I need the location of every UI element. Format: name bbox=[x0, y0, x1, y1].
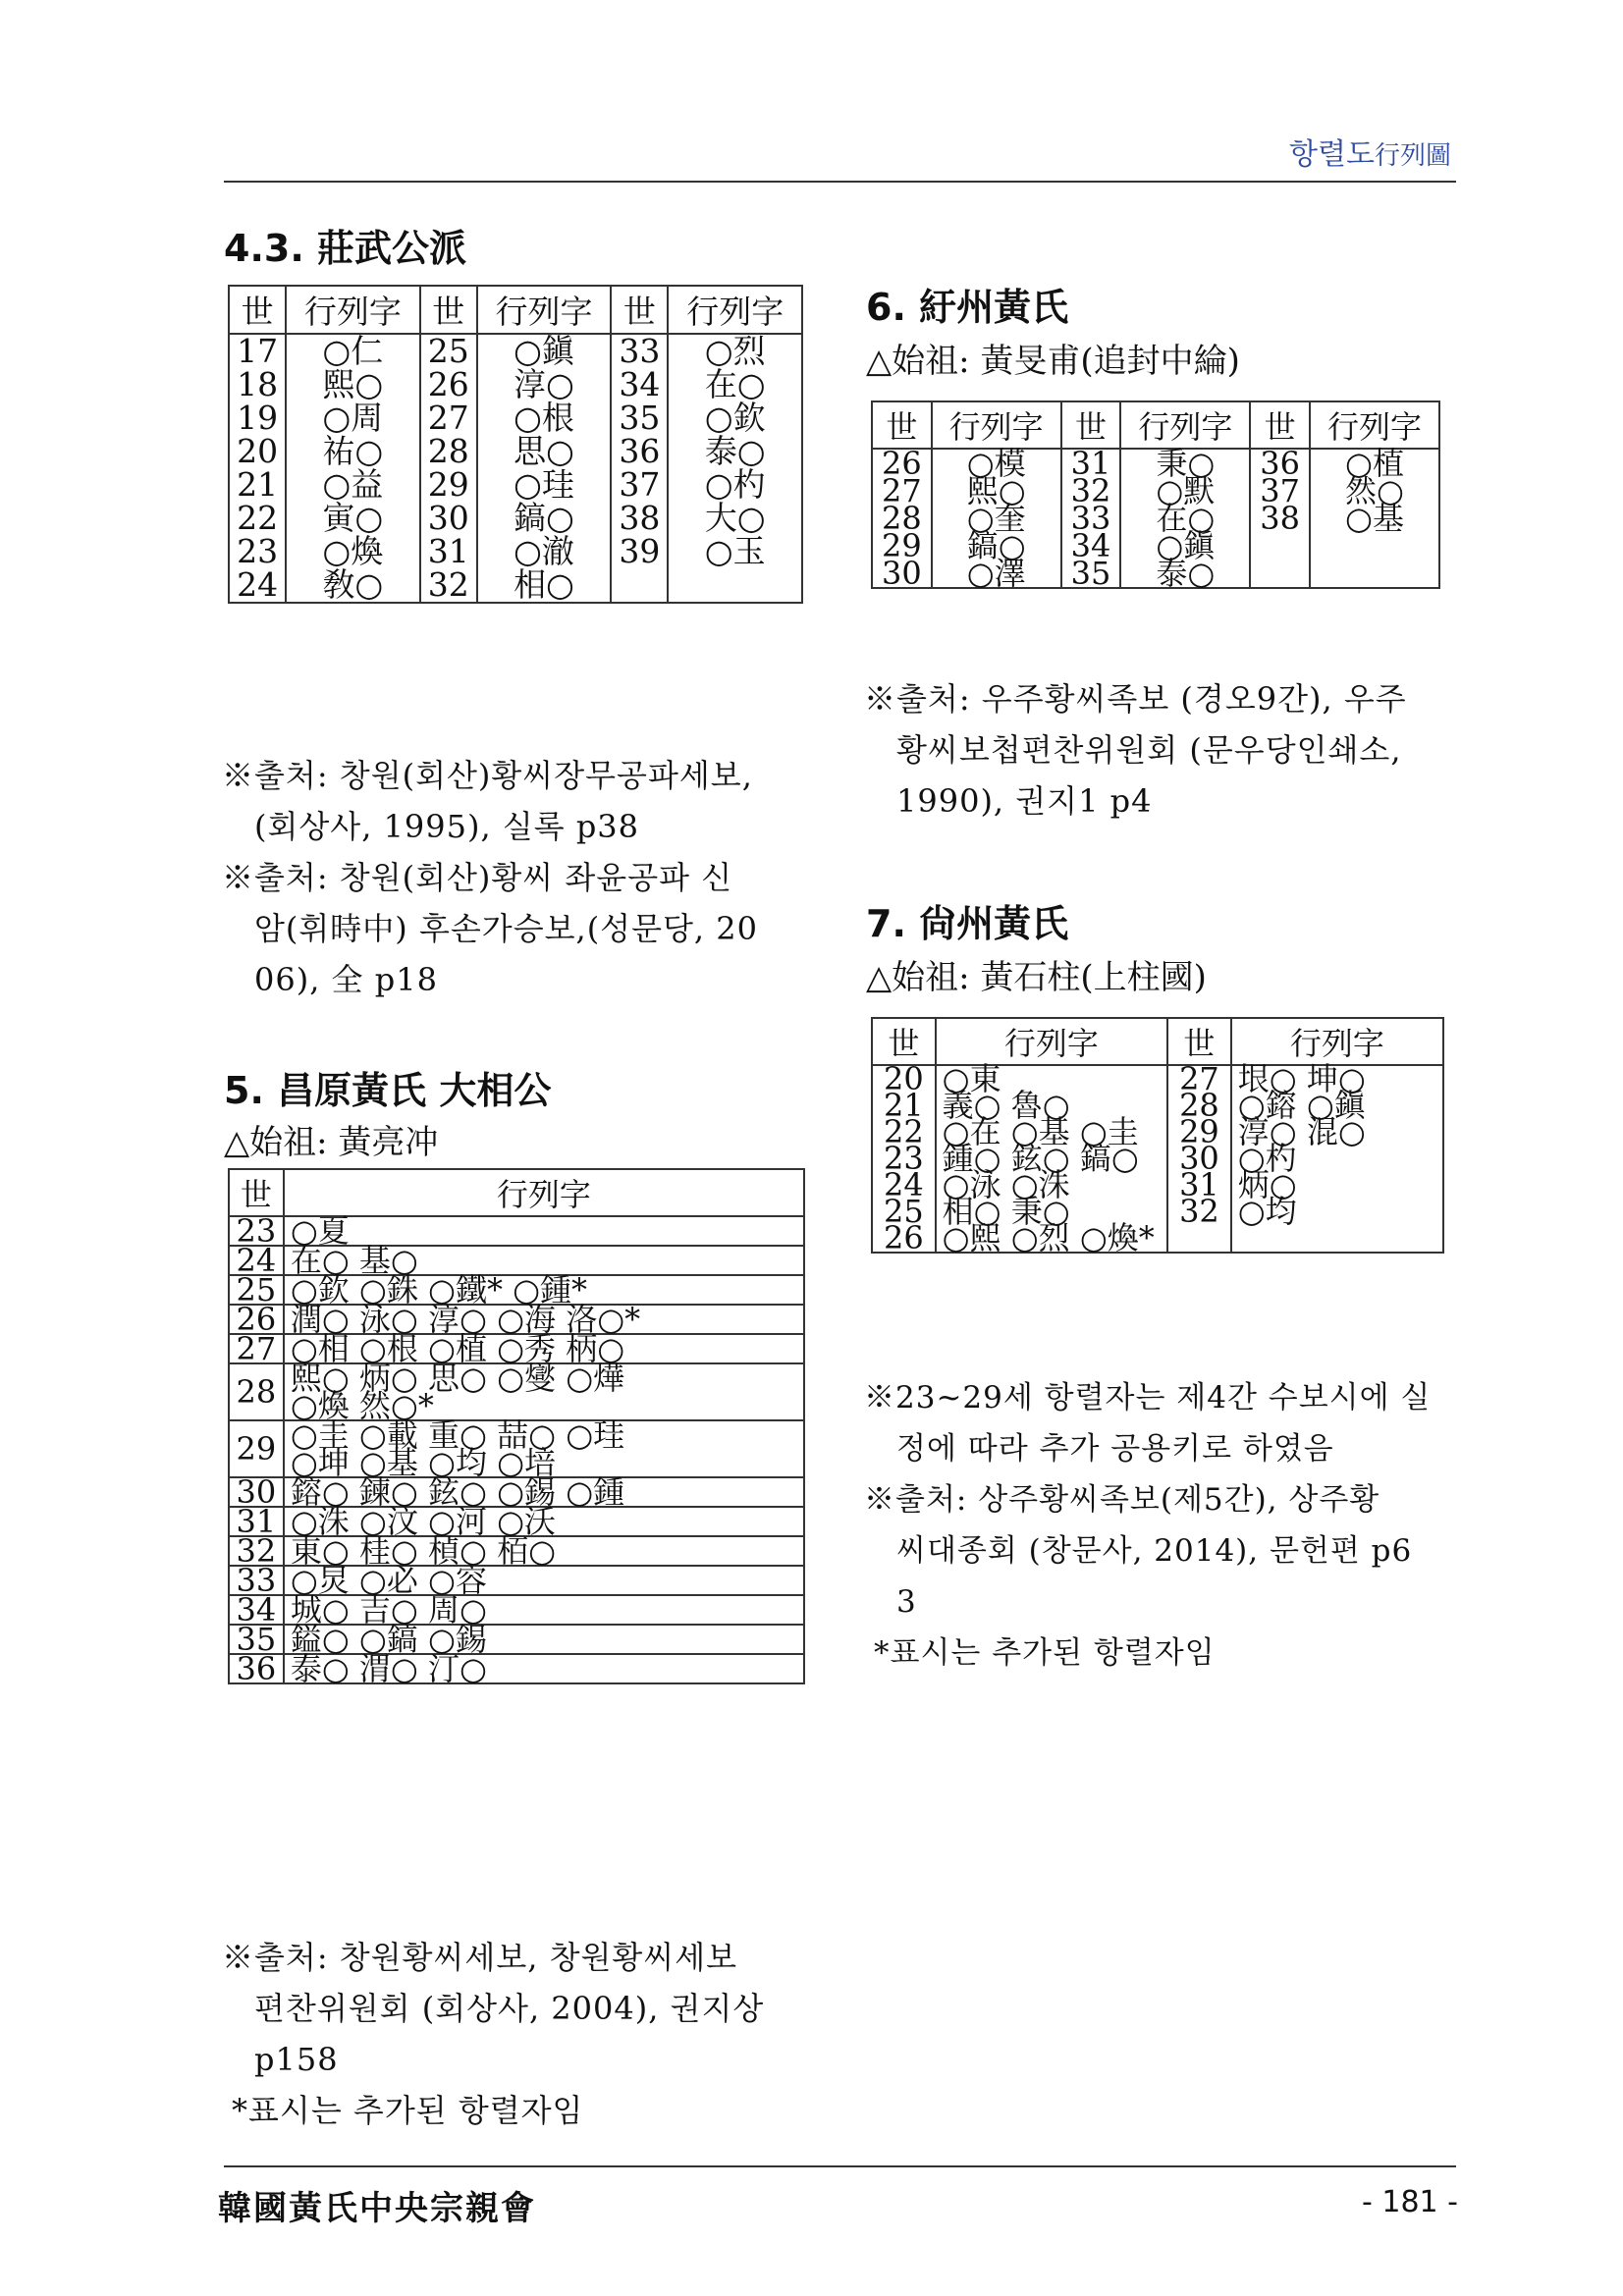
generation-name-cell: ○欽 ○銖 ○鐵* ○鍾* bbox=[284, 1275, 804, 1305]
generation-cell: 26 bbox=[872, 449, 932, 477]
generation-cell: 27 bbox=[229, 1334, 284, 1363]
header-title-korean: 항렬도 bbox=[1289, 137, 1375, 172]
generation-name-cell: 鎔○ 鍊○ 鉉○ ○錫 ○鍾 bbox=[284, 1477, 804, 1507]
generation-cell: 23 bbox=[229, 1216, 284, 1246]
table-row bbox=[229, 1654, 804, 1683]
note-line: *표시는 추가된 항렬자임 bbox=[874, 1635, 1216, 1671]
generation-cell bbox=[1250, 560, 1310, 588]
generation-name-cell: 秉○ bbox=[1120, 449, 1250, 477]
column-header: 行列字 bbox=[1310, 401, 1439, 449]
table-row bbox=[229, 334, 802, 368]
generation-name-cell: 相○ bbox=[477, 568, 611, 603]
generation-cell: 33 bbox=[1061, 505, 1121, 532]
generation-name-cell: ○仁 bbox=[286, 334, 419, 368]
generation-name-cell: ○默 bbox=[1120, 477, 1250, 505]
generation-name-cell: 鎬○ bbox=[932, 532, 1061, 560]
note-line: ※출처: 우주황씨족보 (경오9간), 우주 bbox=[864, 680, 1407, 718]
table-row bbox=[872, 560, 1439, 588]
generation-cell: 24 bbox=[872, 1172, 936, 1199]
generation-name-cell: ○炅 ○必 ○容 bbox=[284, 1566, 804, 1595]
section-6-founder: △始祖: 黃旻甫(追封中綸) bbox=[866, 342, 1240, 381]
column-header: 行列字 bbox=[936, 1018, 1167, 1065]
generation-name-cell: ○熙 ○烈 ○煥* bbox=[936, 1225, 1167, 1253]
generation-name-cell: 熙○ bbox=[286, 368, 419, 401]
column-header: 行列字 bbox=[932, 401, 1061, 449]
column-header: 世 bbox=[872, 1018, 936, 1065]
generation-name-cell: 泰○ 渭○ 汀○ bbox=[284, 1654, 804, 1683]
generation-cell: 30 bbox=[1167, 1146, 1231, 1172]
generation-cell: 25 bbox=[872, 1199, 936, 1225]
section-5-founder: △始祖: 黃亮冲 bbox=[224, 1123, 439, 1162]
generation-name-cell: 義○ 魯○ bbox=[936, 1093, 1167, 1119]
generation-cell: 38 bbox=[611, 502, 668, 535]
generation-cell: 30 bbox=[229, 1477, 284, 1507]
column-header: 行列字 bbox=[1120, 401, 1250, 449]
generation-name-cell: ○鎔 ○鎭 bbox=[1231, 1093, 1443, 1119]
generation-name-cell: ○烈 bbox=[668, 334, 802, 368]
generation-name-cell: 熙○ 炳○ 思○ ○燮 ○燁 ○煥 然○* bbox=[284, 1363, 804, 1420]
generation-cell: 20 bbox=[872, 1065, 936, 1093]
generation-cell: 27 bbox=[420, 401, 477, 435]
generation-name-cell: 然○ bbox=[1310, 477, 1439, 505]
page-header-title bbox=[1289, 130, 1451, 173]
header-rule bbox=[224, 181, 1456, 183]
generation-cell: 26 bbox=[229, 1305, 284, 1334]
generation-cell: 26 bbox=[872, 1225, 936, 1253]
generation-cell: 31 bbox=[229, 1507, 284, 1536]
generation-cell: 31 bbox=[1061, 449, 1121, 477]
note-line: 3 bbox=[896, 1584, 917, 1620]
generation-cell: 29 bbox=[1167, 1119, 1231, 1146]
generation-name-cell: 潤○ 泳○ 淳○ ○海 洛○* bbox=[284, 1305, 804, 1334]
generation-cell: 25 bbox=[229, 1275, 284, 1305]
column-header: 世 bbox=[420, 286, 477, 334]
note-line: p158 bbox=[254, 2041, 339, 2078]
generation-cell: 27 bbox=[1167, 1065, 1231, 1093]
generation-name-cell: ○圭 ○載 重○ 喆○ ○珪 ○坤 ○基 ○均 ○培 bbox=[284, 1420, 804, 1477]
table-row bbox=[229, 468, 802, 502]
generation-name-cell bbox=[1310, 560, 1439, 588]
generation-cell: 19 bbox=[229, 401, 286, 435]
generation-cell: 21 bbox=[229, 468, 286, 502]
generation-cell: 23 bbox=[872, 1146, 936, 1172]
generation-name-cell: ○澈 bbox=[477, 535, 611, 568]
generation-cell: 24 bbox=[229, 568, 286, 603]
note-line: 06), 全 p18 bbox=[254, 961, 438, 998]
generation-cell: 32 bbox=[1167, 1199, 1231, 1225]
section-5-table bbox=[228, 1168, 805, 1687]
generation-name-cell: 在○ 基○ bbox=[284, 1246, 804, 1275]
generation-cell: 30 bbox=[872, 560, 932, 588]
column-header: 世 bbox=[611, 286, 668, 334]
section-7-founder: △始祖: 黃石柱(上柱國) bbox=[866, 958, 1207, 997]
column-header: 行列字 bbox=[1231, 1018, 1443, 1065]
generation-name-cell: 垠○ 坤○ bbox=[1231, 1065, 1443, 1093]
generation-name-cell: ○鎭 bbox=[1120, 532, 1250, 560]
section-4-3-table bbox=[228, 285, 803, 604]
table-row bbox=[229, 401, 802, 435]
generation-name-cell: ○珪 bbox=[477, 468, 611, 502]
generation-cell: 23 bbox=[229, 535, 286, 568]
page-number: - 181 - bbox=[1362, 2185, 1458, 2219]
generation-name-cell: ○欽 bbox=[668, 401, 802, 435]
section-6-table bbox=[871, 400, 1440, 592]
column-header: 行列字 bbox=[477, 286, 611, 334]
generation-cell: 28 bbox=[872, 505, 932, 532]
generation-cell: 22 bbox=[872, 1119, 936, 1146]
generation-cell: 29 bbox=[420, 468, 477, 502]
generation-cell: 33 bbox=[611, 334, 668, 368]
generation-name-cell: 淳○ 混○ bbox=[1231, 1119, 1443, 1146]
generation-name-cell: ○杓 bbox=[668, 468, 802, 502]
generation-name-cell: 炳○ bbox=[1231, 1172, 1443, 1199]
column-header: 行列字 bbox=[286, 286, 419, 334]
generation-name-cell: ○基 bbox=[1310, 505, 1439, 532]
note-line: 1990), 권지1 p4 bbox=[896, 782, 1153, 820]
generation-name-cell: ○模 bbox=[932, 449, 1061, 477]
note-line: ※출처: 창원(회산)황씨 좌윤공파 신 bbox=[222, 859, 733, 896]
column-header: 世 bbox=[1250, 401, 1310, 449]
generation-name-cell: ○根 bbox=[477, 401, 611, 435]
generation-name-cell: ○夏 bbox=[284, 1216, 804, 1246]
table-row bbox=[229, 568, 802, 603]
generation-name-cell: ○植 bbox=[1310, 449, 1439, 477]
column-header: 世 bbox=[229, 1169, 284, 1216]
generation-name-cell: 東○ 桂○ 楨○ 栢○ bbox=[284, 1536, 804, 1566]
note-line: ※출처: 창원황씨세보, 창원황씨세보 bbox=[222, 1939, 738, 1976]
generation-cell bbox=[611, 568, 668, 603]
column-header: 行列字 bbox=[284, 1169, 804, 1216]
generation-cell: 27 bbox=[872, 477, 932, 505]
generation-name-cell: ○益 bbox=[286, 468, 419, 502]
section-4-3-source-note bbox=[222, 750, 821, 1005]
column-header: 世 bbox=[1167, 1018, 1231, 1065]
generation-name-cell: ○澤 bbox=[932, 560, 1061, 588]
generation-cell: 21 bbox=[872, 1093, 936, 1119]
generation-name-cell: 熙○ bbox=[932, 477, 1061, 505]
generation-cell: 36 bbox=[611, 435, 668, 468]
section-5-source-note bbox=[222, 1932, 821, 2136]
generation-name-cell: ○奎 bbox=[932, 505, 1061, 532]
note-line: 황씨보첩편찬위원회 (문우당인쇄소, bbox=[896, 731, 1402, 769]
generation-name-cell: 敎○ bbox=[286, 568, 419, 603]
note-line: 씨대종회 (창문사, 2014), 문헌편 p6 bbox=[896, 1533, 1413, 1569]
generation-name-cell: 泰○ bbox=[668, 435, 802, 468]
generation-name-cell: ○鎭 bbox=[477, 334, 611, 368]
generation-cell: 26 bbox=[420, 368, 477, 401]
generation-name-cell: 在○ bbox=[668, 368, 802, 401]
generation-cell: 34 bbox=[611, 368, 668, 401]
section-7-title: 7. 尙州黃氏 bbox=[866, 902, 1069, 945]
generation-name-cell: ○泳 ○洙 bbox=[936, 1172, 1167, 1199]
generation-cell: 35 bbox=[229, 1625, 284, 1654]
generation-name-cell: 鎬○ bbox=[477, 502, 611, 535]
generation-name-cell: ○均 bbox=[1231, 1199, 1443, 1225]
generation-cell: 37 bbox=[611, 468, 668, 502]
generation-name-cell: ○洙 ○汶 ○河 ○沃 bbox=[284, 1507, 804, 1536]
generation-name-cell: 鎰○ ○鎬 ○錫 bbox=[284, 1625, 804, 1654]
section-6-title: 6. 紆州黃氏 bbox=[866, 286, 1069, 329]
section-4-3-title: 4.3. 莊武公派 bbox=[224, 227, 466, 270]
generation-cell: 31 bbox=[420, 535, 477, 568]
column-header: 世 bbox=[229, 286, 286, 334]
generation-cell: 38 bbox=[1250, 505, 1310, 532]
generation-cell: 33 bbox=[229, 1566, 284, 1595]
generation-cell: 24 bbox=[229, 1246, 284, 1275]
generation-cell: 20 bbox=[229, 435, 286, 468]
note-line: ※23~29세 항렬자는 제4간 수보시에 실 bbox=[864, 1380, 1432, 1415]
table-row bbox=[229, 502, 802, 535]
note-line: (회상사, 1995), 실록 p38 bbox=[254, 808, 640, 845]
generation-cell: 35 bbox=[611, 401, 668, 435]
generation-name-cell: 大○ bbox=[668, 502, 802, 535]
generation-name-cell: 相○ 秉○ bbox=[936, 1199, 1167, 1225]
generation-name-cell: 鍾○ 鉉○ 鎬○ bbox=[936, 1146, 1167, 1172]
generation-name-cell: ○在 ○基 ○圭 bbox=[936, 1119, 1167, 1146]
table-row bbox=[872, 1225, 1443, 1253]
section-7-notes bbox=[864, 1372, 1465, 1679]
generation-cell: 32 bbox=[420, 568, 477, 603]
column-header: 世 bbox=[1061, 401, 1121, 449]
section-6-source-note bbox=[864, 673, 1463, 827]
generation-cell: 34 bbox=[1061, 532, 1121, 560]
note-line: 정에 따라 추가 공용키로 하였음 bbox=[896, 1431, 1334, 1467]
generation-cell: 37 bbox=[1250, 477, 1310, 505]
table-row bbox=[229, 368, 802, 401]
generation-name-cell: 城○ 吉○ 周○ bbox=[284, 1595, 804, 1625]
note-line: ※출처: 상주황씨족보(제5간), 상주황 bbox=[864, 1482, 1380, 1518]
generation-name-cell: ○東 bbox=[936, 1065, 1167, 1093]
generation-name-cell: ○相 ○根 ○植 ○秀 柄○ bbox=[284, 1334, 804, 1363]
generation-cell: 36 bbox=[229, 1654, 284, 1683]
generation-name-cell: ○煥 bbox=[286, 535, 419, 568]
generation-cell: 28 bbox=[229, 1363, 284, 1420]
note-line: 암(휘時中) 후손가승보,(성문당, 20 bbox=[254, 910, 758, 947]
generation-cell: 18 bbox=[229, 368, 286, 401]
generation-name-cell: 思○ bbox=[477, 435, 611, 468]
note-line: 편찬위원회 (회상사, 2004), 권지상 bbox=[254, 1990, 765, 2027]
generation-name-cell: 寅○ bbox=[286, 502, 419, 535]
generation-cell: 25 bbox=[420, 334, 477, 368]
column-header: 行列字 bbox=[668, 286, 802, 334]
generation-name-cell: 淳○ bbox=[477, 368, 611, 401]
generation-name-cell: ○玉 bbox=[668, 535, 802, 568]
note-line: ※출처: 창원(회산)황씨장무공파세보, bbox=[222, 757, 753, 794]
section-5-title: 5. 昌原黃氏 大相公 bbox=[224, 1069, 552, 1112]
generation-cell: 36 bbox=[1250, 449, 1310, 477]
generation-name-cell: 祐○ bbox=[286, 435, 419, 468]
column-header: 世 bbox=[872, 401, 932, 449]
generation-cell: 29 bbox=[229, 1420, 284, 1477]
generation-cell: 35 bbox=[1061, 560, 1121, 588]
generation-cell: 32 bbox=[1061, 477, 1121, 505]
generation-cell: 28 bbox=[420, 435, 477, 468]
generation-cell: 39 bbox=[611, 535, 668, 568]
table-row bbox=[229, 435, 802, 468]
generation-name-cell: 在○ bbox=[1120, 505, 1250, 532]
footer-organization: 韓國黃氏中央宗親會 bbox=[218, 2189, 536, 2228]
generation-name-cell: ○杓 bbox=[1231, 1146, 1443, 1172]
generation-cell: 34 bbox=[229, 1595, 284, 1625]
generation-cell: 31 bbox=[1167, 1172, 1231, 1199]
generation-cell: 17 bbox=[229, 334, 286, 368]
section-7-table bbox=[871, 1017, 1444, 1254]
table-row bbox=[229, 535, 802, 568]
note-line: *표시는 추가된 항렬자임 bbox=[232, 2092, 584, 2129]
generation-cell: 32 bbox=[229, 1536, 284, 1566]
table-row bbox=[229, 1363, 804, 1420]
generation-cell: 30 bbox=[420, 502, 477, 535]
generation-name-cell: 泰○ bbox=[1120, 560, 1250, 588]
generation-name-cell: ○周 bbox=[286, 401, 419, 435]
generation-cell: 22 bbox=[229, 502, 286, 535]
table-row bbox=[229, 1420, 804, 1477]
generation-cell: 28 bbox=[1167, 1093, 1231, 1119]
generation-cell: 29 bbox=[872, 532, 932, 560]
footer-rule bbox=[224, 2165, 1456, 2167]
generation-name-cell bbox=[668, 568, 802, 603]
header-title-hanja: 行列圖 bbox=[1374, 141, 1451, 171]
